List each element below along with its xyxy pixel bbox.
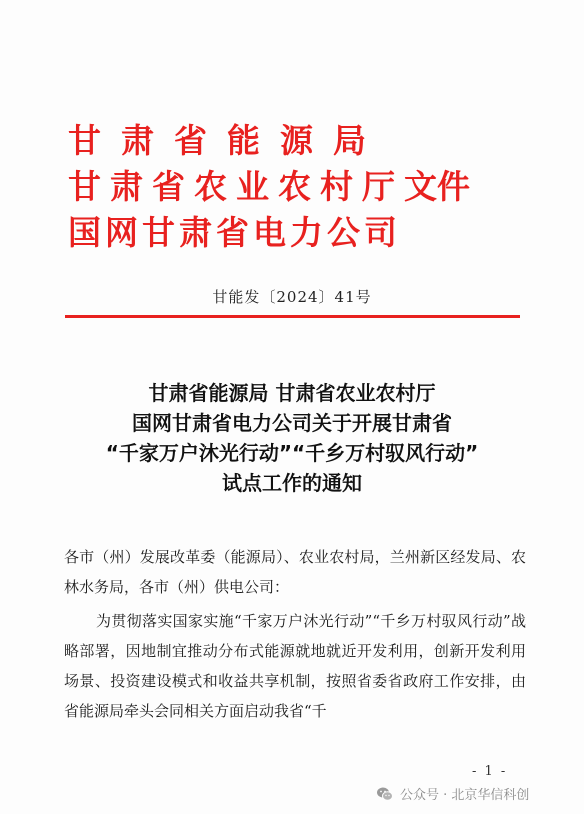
title-line-3: “千家万户沐光行动”“千乡万村驭风行动” (105, 441, 479, 465)
issuer-row-1 (68, 118, 538, 164)
recipients-paragraph: 各市（州）发展改革委（能源局）、农业农村局，兰州新区经发局、农林水务局，各市（州）供电公司： (64, 548, 526, 596)
watermark-text: 公众号 · 北京华信科创 (400, 788, 530, 803)
red-divider-line (65, 315, 520, 318)
issuer-header (68, 118, 538, 256)
issuer-row-2 (68, 164, 538, 210)
wechat-watermark (376, 784, 529, 803)
document-type-suffix: 文件 (404, 167, 470, 206)
document-title (0, 378, 584, 498)
issuer-name-energy-bureau: 甘肃省能源局 (68, 121, 386, 160)
issuer-row-3 (68, 210, 538, 256)
wechat-icon (376, 785, 394, 803)
issuer-name-agriculture-department: 甘肃省农业农村厅 (68, 167, 404, 206)
title-line-1: 甘肃省能源局 甘肃省农业农村厅 (148, 381, 436, 405)
title-line-2: 国网甘肃省电力公司关于开展甘肃省 (132, 411, 452, 435)
document-body (64, 542, 526, 726)
body-paragraph-1: 为贯彻落实国家实施“千家万户沐光行动”“千乡万村驭风行动”战略部署，因地制宜推动分布式能源就地就近开发利用，创新开发利用场景、投资建设模式和收益共享机制，按照省委省政府工作安排，由省能源局牵头会同相关方面启动我省“千 (64, 612, 526, 720)
document-number: 甘能发〔2024〕41号 (212, 288, 372, 306)
issuer-name-state-grid: 国网甘肃省电力公司 (68, 213, 401, 252)
page-number: - 1 - (472, 764, 508, 779)
title-line-4: 试点工作的通知 (222, 471, 362, 495)
